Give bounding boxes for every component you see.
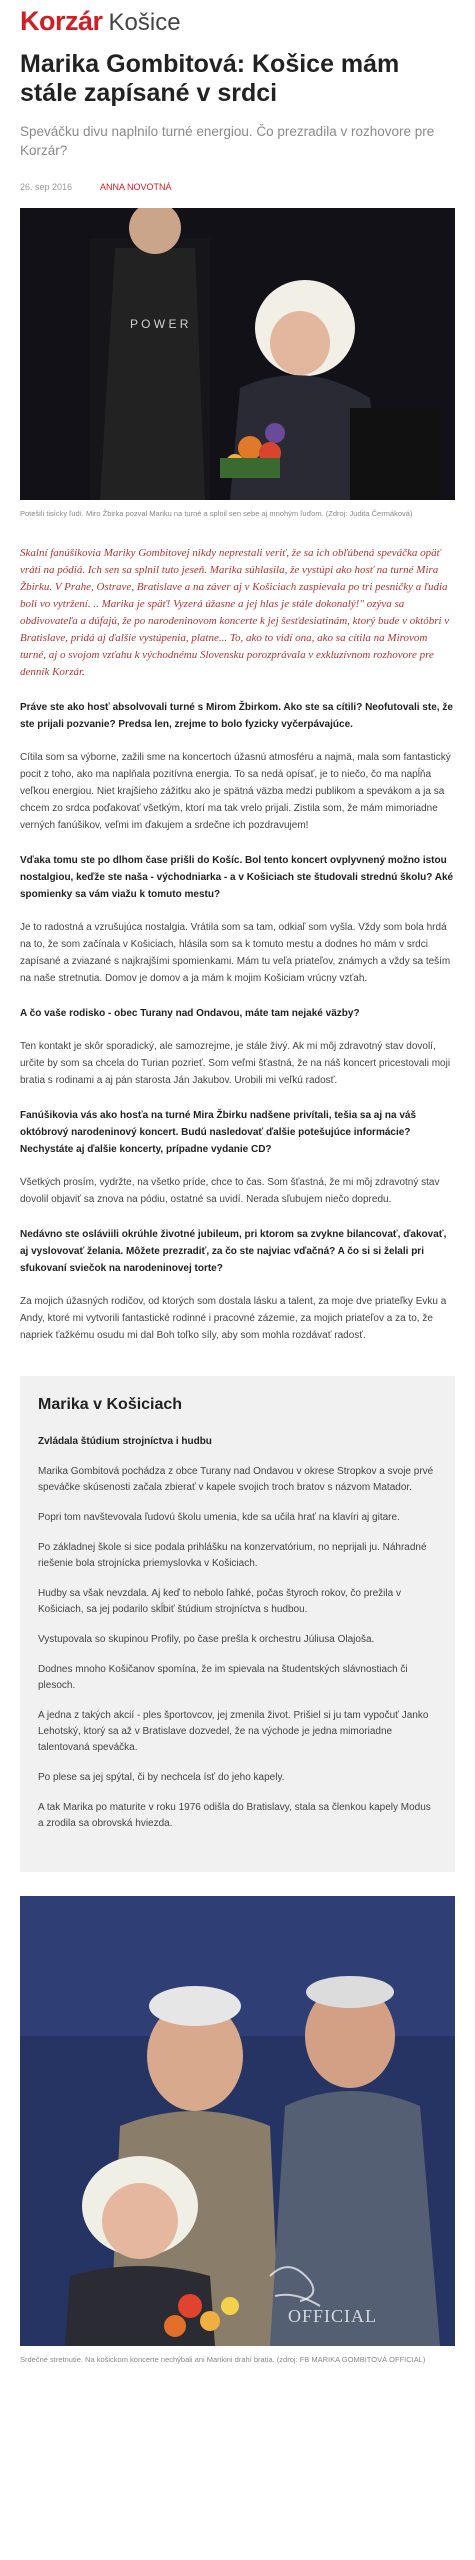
article-date: 26. sep 2016 bbox=[20, 182, 73, 192]
site-header bbox=[20, 0, 455, 38]
question-5: Nedávno ste osláviili okrúhle životné jubileum, pri ktorom sa zvykne bilancovať, ďakovať, aj vyslovovať želania. Môžete prezradiť, za čo ste najviac vďačná? A čo si si želali pri sfukovaní sviečok na narodeninovej torte? bbox=[20, 1229, 447, 1274]
photo-watermark: OFFICIAL bbox=[288, 2306, 378, 2326]
info-box-paragraph: Po základnej škole si sice podala prihlášku na konzervatórium, no neprijali ju. Náhradné riešenie bola strojnícka priemyslovka v Košiciach. bbox=[38, 1542, 427, 1569]
main-photo-caption: Potešili tisícky ľudí. Miro Žbirka pozval Mariku na turné a splnil sen sebe aj mnohým ľuďom. (Zdroj: Judita Čermáková) bbox=[20, 509, 413, 518]
info-box-title: Marika v Košiciach bbox=[38, 1396, 183, 1413]
answer-2: Je to radostná a vzrušujúca nostalgia. Vrátila som sa tam, odkiaľ som vyšla. Vždy som bola hrdá na to, že som začínala v Košiciach, hlásila som sa k tomuto mestu a dodnes ho mám v srdci zapísané a zviazané s najkrajšími spomienkami. Mám tu veľa priateľov, známych a vždy sa teším na naše stretnutia. Domov je domov a ja mám k mojim Košiciam vrúcny vzťah. bbox=[20, 922, 451, 984]
question-4: Fanúšikovia vás ako hosťa na turné Mira Žbirku nadšene privítali, tešia sa aj na váš októbrový narodeninový koncert. Budú nasledovať ďalšie potešujúce informácie? Nechystáte aj ďalšie koncerty, prípadne vydanie CD? bbox=[20, 1110, 417, 1155]
answer-3: Ten kontakt je skôr sporadický, ale samozrejme, je stále živý. Ak mi môj zdravotný stav dovolí, určite by som sa chcela do Turian pozrieť. Som veľmi šťastná, že na náš koncert pricestovali moji bratia s rodinami a aj pán starosta Ján Jakubov. Urobili mi veľkú radosť. bbox=[20, 1041, 451, 1086]
family-photo-caption: Srdečné stretnutie. Na košickom koncerte nechýbali ani Marikini drahí bratia. (zdroj: FB MARIKA GOMBITOVÁ OFFICIAL) bbox=[20, 2355, 426, 2364]
city-label[interactable]: Košice bbox=[108, 9, 181, 36]
answer-1: Cítila som sa výborne, zažili sme na koncertoch úžasnú atmosféru a najmä, mala som fantastický pocit z toho, ako ma naplňala pozitívna energia. To sa nedá opísať, je to niečo, čo ma napĺňa veľkou energiou. Niet krajšieho zážitku ako je spätná väzba medzi publikom a spevákom a ja sa chcem zo srdca poďakovať všetkým, ktorí ma tak vrelo prijali. Zistila som, že mám mimoriadne verných fanúšikov, veľmi im ďakujem a srdečne ich pozdravujem! bbox=[20, 752, 451, 831]
article-main-photo[interactable] bbox=[20, 208, 455, 500]
question-1: Práve ste ako hosť absolvovali turné s Mirom Žbirkom. Ako ste sa cítili? Neofutovali ste, že ste prijali pozvanie? Predsa len, zrejme to bolo fyzicky vyčerpávajúce. bbox=[20, 702, 453, 730]
info-box-paragraph: Po plese sa jej spýtal, či by nechcela ísť do jeho kapely. bbox=[38, 1772, 285, 1783]
info-box-paragraph: Vystupovala so skupinou Profily, po čase prešla k orchestru Júliusa Olajoša. bbox=[38, 1634, 375, 1645]
info-box-paragraph: Popri tom navštevovala ľudovú školu umenia, kde sa učila hrať na klavíri aj gitare. bbox=[38, 1512, 400, 1523]
concert-photo-illustration bbox=[20, 208, 455, 500]
family-photo[interactable] bbox=[20, 1896, 455, 2346]
question-3: A čo vaše rodisko - obec Turany nad Ondavou, máte tam nejaké väzby? bbox=[20, 1008, 360, 1019]
interview-block bbox=[20, 699, 455, 1344]
info-box bbox=[20, 1376, 455, 1872]
article-perex: Speváčku divu naplnilo turné energiou. Čo prezradila v rozhovore pre Korzár? bbox=[20, 124, 435, 158]
svg-text:P O W E R: P O W E R bbox=[130, 317, 189, 331]
info-box-paragraph: Hudby sa však nevzdala. Aj keď to nebolo ľahké, počas štyroch rokov, čo prežila v Košiciach, sa jej podarilo skĺbiť štúdium strojníctva s hudbou. bbox=[38, 1588, 401, 1615]
question-2: Vďaka tomu ste po dlhom čase prišli do Košíc. Bol tento koncert ovplyvnený možno istou nostalgiou, keďže ste naša - východniarka - a v Košiciach ste študovali strednú školu? Aké spomienky sa vám viažu k tomuto mestu? bbox=[20, 855, 454, 900]
info-box-paragraph: Dodnes mnoho Košičanov spomína, že im spievala na študentských slávnostiach či plesoch. bbox=[38, 1664, 408, 1691]
article-intro: Skalní fanúšikovia Mariky Gombitovej nikdy neprestali veriť, že sa ich obľúbená speváčka opäť vráti na pódiá. Ich sen sa splnil tuto jeseň. Marika súhlasila, že vystúpi ako hosť na turné Mira Žbirku. V Prahe, Ostrave, Bratislave a na záver aj v Košiciach zaspievala po tri pesničky a ľudia boli vo vytržení. .. Marika je späť! Vyzerá úžasne a jej hlas je stále dokonalý!" ozýva sa obdivovateľa a dúfajú, že po narodeninovom koncerte k jej šesťdesiatinám, ktorý bude v októbri v Bratislave, pridá aj ďalšie vystúpenia, platne... To, ako to vidí ona, ako sa cítila na Mirovom turné, aj o svojom vzťahu k východnému Slovensku porozprávala v exkluzívnom rozhovore pre denník Korzár. bbox=[20, 547, 450, 678]
info-box-subtitle: Zvládala štúdium strojníctva i hudbu bbox=[38, 1436, 212, 1447]
info-box-paragraph: Marika Gombitová pochádza z obce Turany nad Ondavou v okrese Stropkov a svoje prvé speváčke skúsenosti začala zbierať v kapele svojich troch bratov s názvom Matador. bbox=[38, 1466, 434, 1493]
article-title: Marika Gombitová: Košice mám stále zapísané v srdci bbox=[20, 50, 400, 107]
article-author[interactable]: ANNA NOVOTNÁ bbox=[100, 182, 172, 192]
korzar-logo[interactable]: Korzár bbox=[20, 6, 103, 36]
info-box-paragraph: A jedna z takých akcií - ples športovcov, jej zmenila život. Prišiel si ju tam vypočuť Janko Lehotský, ktorý sa až v Bratislave dozvedel, že na východe je jedna mimoriadne talentovaná speváčka. bbox=[38, 1710, 429, 1753]
answer-4: Všetkých prosím, vydržte, na všetko príde, chce to čas. Som šťastná, že mi môj zdravotný stav dovolil objaviť sa znova na pódiu, ostatné sa uvidí. Nerada sľubujem niečo dopredu. bbox=[20, 1177, 440, 1205]
info-box-paragraph: A tak Marika po maturite v roku 1976 odišla do Bratislavy, stala sa členkou kapely Modus a zrodila sa obrovská hviezda. bbox=[38, 1802, 431, 1829]
answer-5: Za mojich úžasných rodičov, od ktorých som dostala lásku a talent, za moje dve priateľky Evku a Andy, ktoré mi vytvorili fantastické rodinné i pracovné zázemie, za mojich priateľov a za to, že napriek ťažkému osudu mi dal Boh toľko síly, aby som mohla rozdávať radosť. bbox=[20, 1296, 447, 1341]
article-meta bbox=[20, 182, 455, 192]
family-photo-illustration bbox=[20, 1896, 455, 2346]
